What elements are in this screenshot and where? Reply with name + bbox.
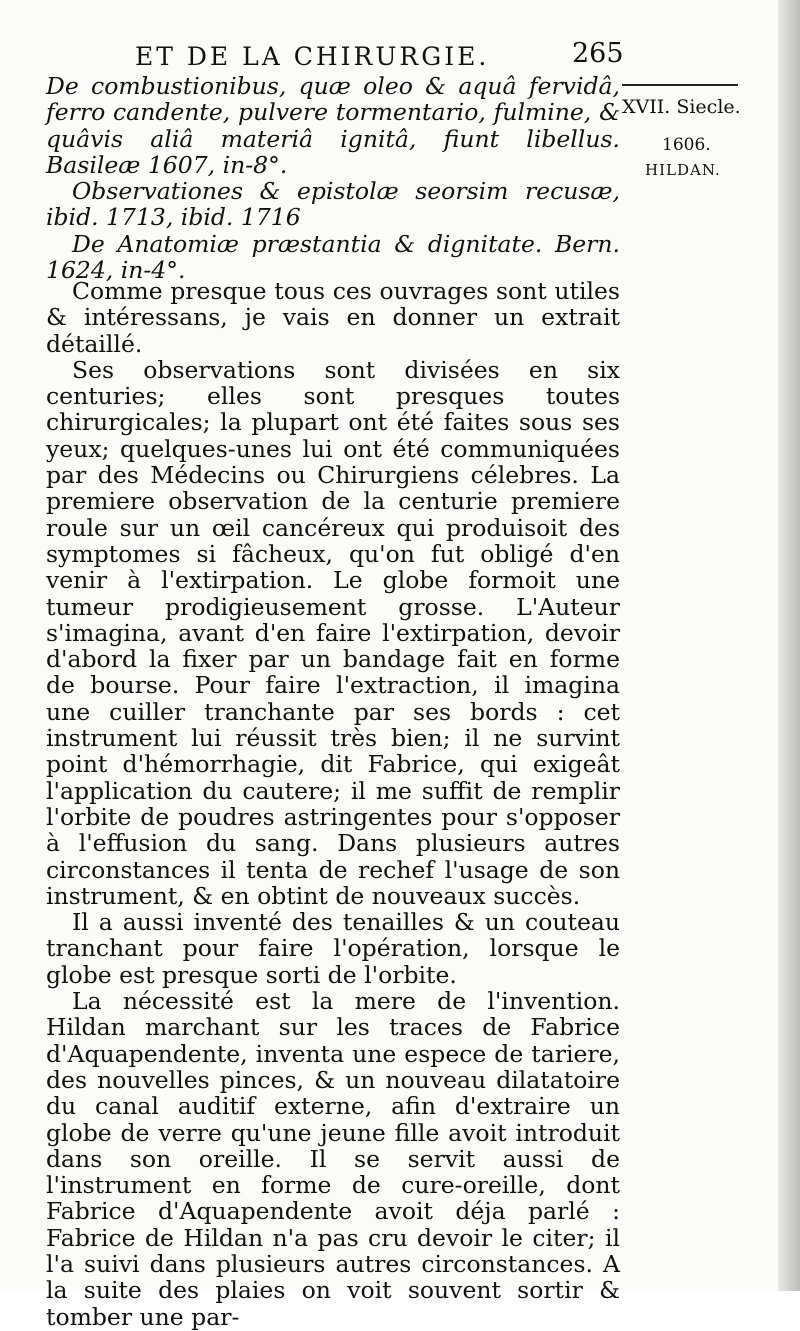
running-title: ET DE LA CHIRURGIE. [135,42,490,71]
margin-year: 1606. [662,135,711,155]
body-text [46,278,620,1330]
bibliography-entry: De Anatomiæ præstantia & dignitate. Bern. 1624, in-4°. [46,229,620,285]
bibliography-entry: De combustionibus, quæ oleo & aquâ fervidâ, ferro candente, pulvere tormentario, fulmine, & quâvis aliâ materiâ ignitâ, fiunt libellus. Basileæ 1607, in-8°. [46,72,620,179]
margin-century: XVII. Siecle. [622,96,741,118]
page-spine-shadow [778,0,800,1291]
paragraph: Ses observations sont divisées en six centuries; elles sont presques toutes chirurgicales; la plupart ont été faites sous ses yeux; quelques-unes lui ont été communiquées par des Médecins ou Chirurgiens célebres. La premiere observation de la centurie premiere roule sur un œil cancéreux qui produisoit des symptomes si fâcheux, qu'on fut obligé d'en venir à l'extirpation. Le globe formoit une tumeur prodigieusement grosse. L'Auteur s'imagina, avant d'en faire l'extirpation, devoir d'abord la fixer par un bandage fait en forme de bourse. Pour faire l'extraction, il imagina une cuiller tranchante par ses bords : cet instrument lui réussit très bien; il ne survint point d'hémorrhagie, dit Fabrice, qui exigeât l'application du cautere; il me suffit de remplir l'orbite de poudres astringentes pour s'opposer à l'effusion du sang. Dans plusieurs autres circonstances il tenta de rechef l'usage de son instrument, & en obtint de nouveaux succès. [46,355,620,910]
margin-author: HILDAN. [645,161,721,179]
paragraph: Comme presque tous ces ouvrages sont utiles & intéressans, je vais en donner un extrait détaillé. [46,277,620,358]
page-number: 265 [572,38,624,69]
margin-rule [622,84,738,86]
paragraph: La nécessité est la mere de l'invention. Hildan marchant sur les traces de Fabrice d'Aquapendente, inventa une espece de tariere, des nouvelles pinces, & un nouveau dilatatoire du canal auditif externe, afin d'extraire un globe de verre qu'une jeune fille avoit introduit dans son oreille. Il se servit aussi de l'instrument en forme de cure-oreille, dont Fabrice d'Aquapendente avoit déja parlé : Fabrice de Hildan n'a pas cru devoir le citer; il l'a suivi dans plusieurs autres circonstances. A la suite des plaies on voit souvent sortir & tomber une par- [46,987,620,1331]
bibliography-block [46,73,620,283]
bibliography-entry: Observationes & epistolæ seorsim recusæ, ibid. 1713, ibid. 1716 [46,177,620,232]
paragraph: Il a aussi inventé des tenailles & un couteau tranchant pour faire l'opération, lorsque le globe est presque sorti de l'orbite. [46,908,620,989]
